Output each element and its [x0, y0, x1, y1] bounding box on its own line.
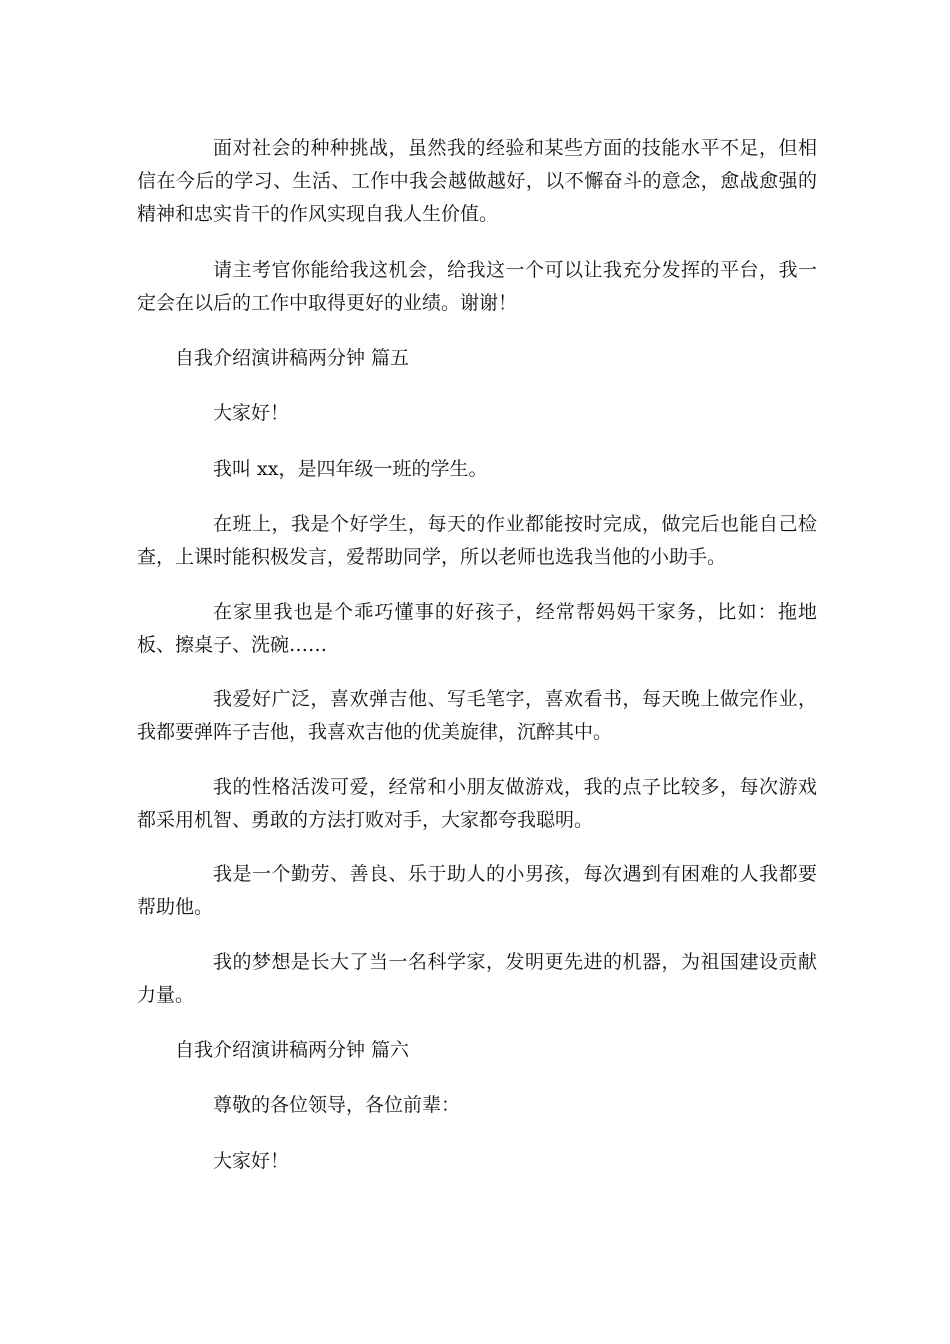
paragraph-dream [137, 946, 817, 1012]
section-heading-five: 自我介绍演讲稿两分钟 篇五 [175, 347, 410, 369]
paragraph-text: 在家里我也是个乖巧懂事的好孩子，经常帮妈妈干家务，比如：拖地板、擦桌子、洗碗…… [137, 601, 817, 656]
paragraph-personality [137, 771, 817, 837]
paragraph-text: 我是一个勤劳、善良、乐于助人的小男孩，每次遇到有困难的人我都要帮助他。 [137, 863, 817, 918]
paragraph-text: 大家好！ [213, 1150, 290, 1172]
paragraph-text: 我的梦想是长大了当一名科学家，发明更先进的机器，为祖国建设贡献力量。 [137, 951, 817, 1006]
paragraph-request [137, 254, 817, 320]
paragraph-home [137, 596, 817, 662]
paragraph-text: 在班上，我是个好学生，每天的作业都能按时完成，做完后也能自己检查，上课时能积极发言，爱帮助同学，所以老师也选我当他的小助手。 [137, 513, 817, 568]
paragraph-greeting-2 [137, 1145, 817, 1178]
paragraph-class [137, 508, 817, 574]
paragraph-text: 尊敬的各位领导，各位前辈： [213, 1094, 461, 1116]
paragraph-challenges [137, 132, 817, 231]
paragraph-text: 我爱好广泛，喜欢弹吉他、写毛笔字，喜欢看书，每天晚上做完作业，我都要弹阵子吉他，我喜欢吉他的优美旋律，沉醉其中。 [137, 688, 817, 743]
paragraph-hobbies [137, 683, 817, 749]
paragraph-text: 我叫 xx，是四年级一班的学生。 [213, 458, 488, 480]
paragraph-name [137, 453, 817, 486]
section-heading-six: 自我介绍演讲稿两分钟 篇六 [175, 1039, 410, 1061]
paragraph-text: 我的性格活泼可爱，经常和小朋友做游戏，我的点子比较多，每次游戏都采用机智、勇敢的方法打败对手，大家都夸我聪明。 [137, 776, 817, 831]
paragraph-salutation [137, 1089, 817, 1122]
paragraph-greeting [137, 397, 817, 430]
paragraph-text: 面对社会的种种挑战，虽然我的经验和某些方面的技能水平不足，但相信在今后的学习、生活、工作中我会越做越好，以不懈奋斗的意念，愈战愈强的精神和忠实肯干的作风实现自我人生价值。 [137, 137, 817, 225]
paragraph-helpful [137, 858, 817, 924]
paragraph-text: 大家好！ [213, 402, 290, 424]
paragraph-text: 请主考官你能给我这机会，给我这一个可以让我充分发挥的平台，我一定会在以后的工作中取得更好的业绩。谢谢！ [137, 259, 817, 314]
